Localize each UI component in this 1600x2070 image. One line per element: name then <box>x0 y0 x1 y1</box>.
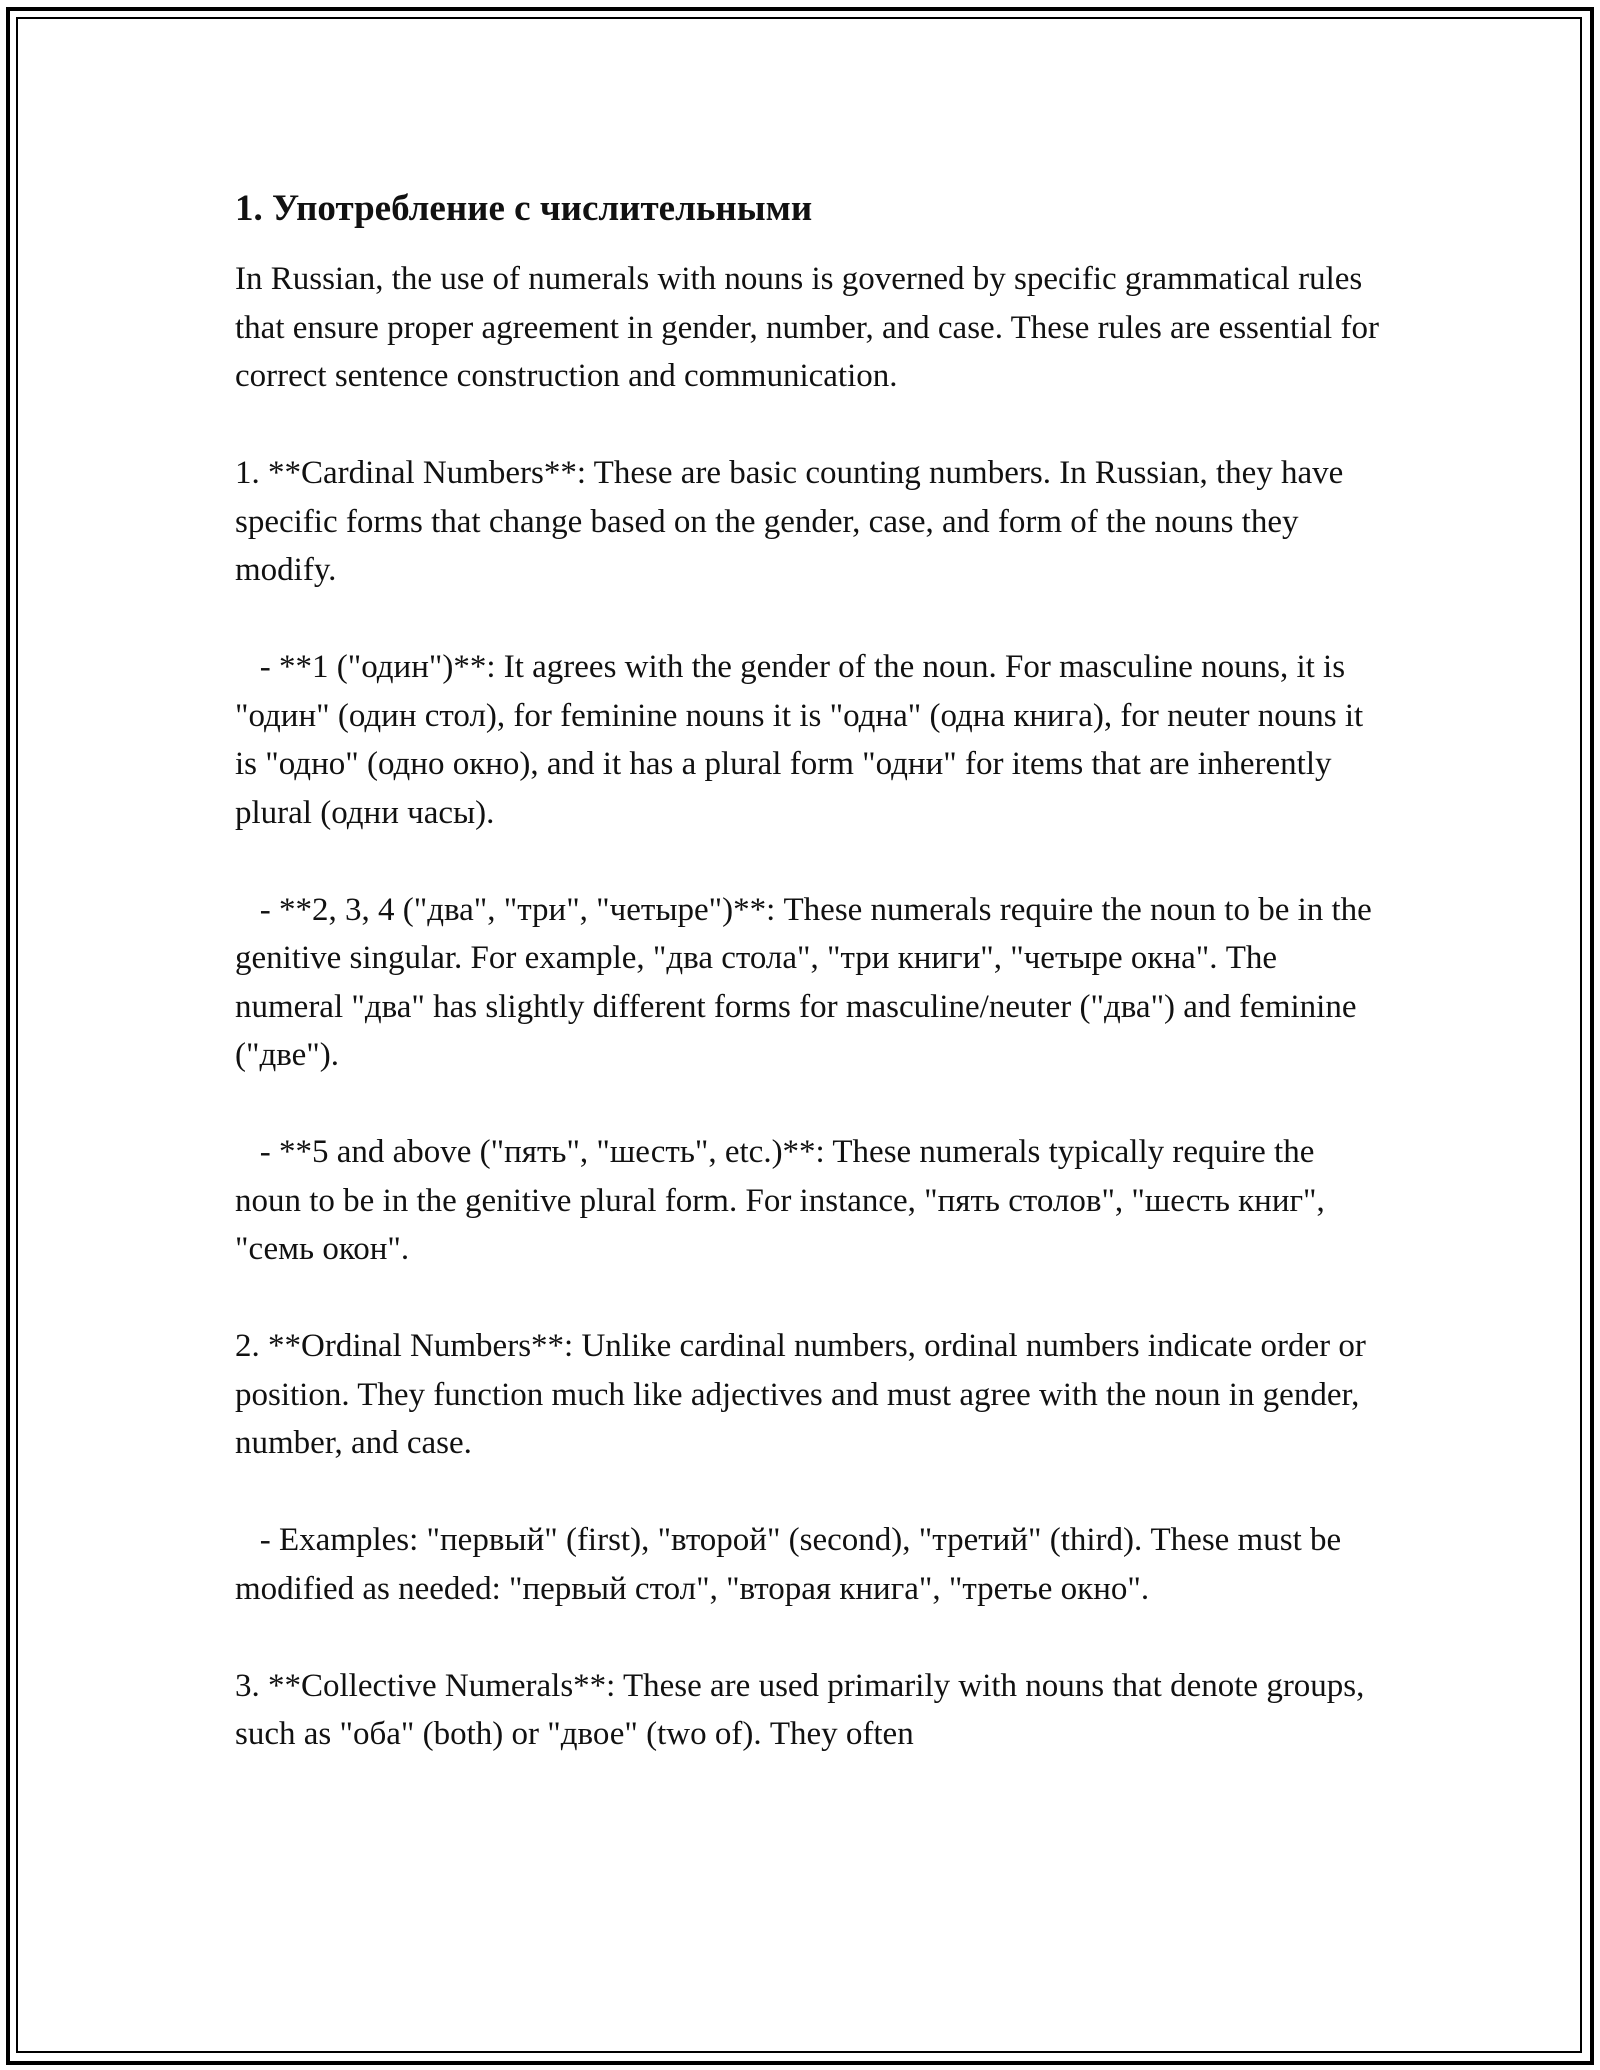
document-body <box>235 185 1388 1759</box>
section-heading: 1. Употребление с числительными <box>235 188 813 229</box>
numerals-five-and-above-paragraph: - **5 and above ("пять", "шесть", etc.)**: These numerals typically require the noun to be in the genitive plural form. For instance, "пять столов", "шесть книг", "семь окон". <box>235 1134 1334 1267</box>
intro-paragraph: In Russian, the use of numerals with nouns is governed by specific grammatical rules that ensure proper agreement in gender, number, and case. These rules are essential for correct sentence construction and communication. <box>235 261 1388 394</box>
collective-numerals-paragraph: 3. **Collective Numerals**: These are used primarily with nouns that denote groups, such as "оба" (both) or "двое" (two of). They often <box>235 1667 1373 1752</box>
ordinal-examples-paragraph: - Examples: "первый" (first), "второй" (second), "третий" (third). These must be modified as needed: "первый стол", "вторая книга", "третье окно". <box>235 1522 1350 1607</box>
numerals-two-to-four-paragraph: - **2, 3, 4 ("два", "три", "четыре")**: These numerals require the noun to be in the genitive singular. For example, "два стола", "три книги", "четыре окна". The numeral "два" has slightly different forms for masculine/neuter ("два") and feminine ("две"). <box>235 891 1381 1073</box>
ordinal-numbers-paragraph: 2. **Ordinal Numbers**: Unlike cardinal numbers, ordinal numbers indicate order or position. They function much like adjectives and must agree with the noun in gender, number, and case. <box>235 1328 1375 1461</box>
cardinal-numbers-paragraph: 1. **Cardinal Numbers**: These are basic counting numbers. In Russian, they have specific forms that change based on the gender, case, and form of the nouns they modify. <box>235 455 1352 588</box>
numeral-one-paragraph: - **1 ("один")**: It agrees with the gender of the noun. For masculine nouns, it is "один" (один стол), for feminine nouns it is "одна" (одна книга), for neuter nouns it is "одно" (одно окно), and it has a plural form "одни" for items that are inherently plural (одни часы). <box>235 649 1372 831</box>
